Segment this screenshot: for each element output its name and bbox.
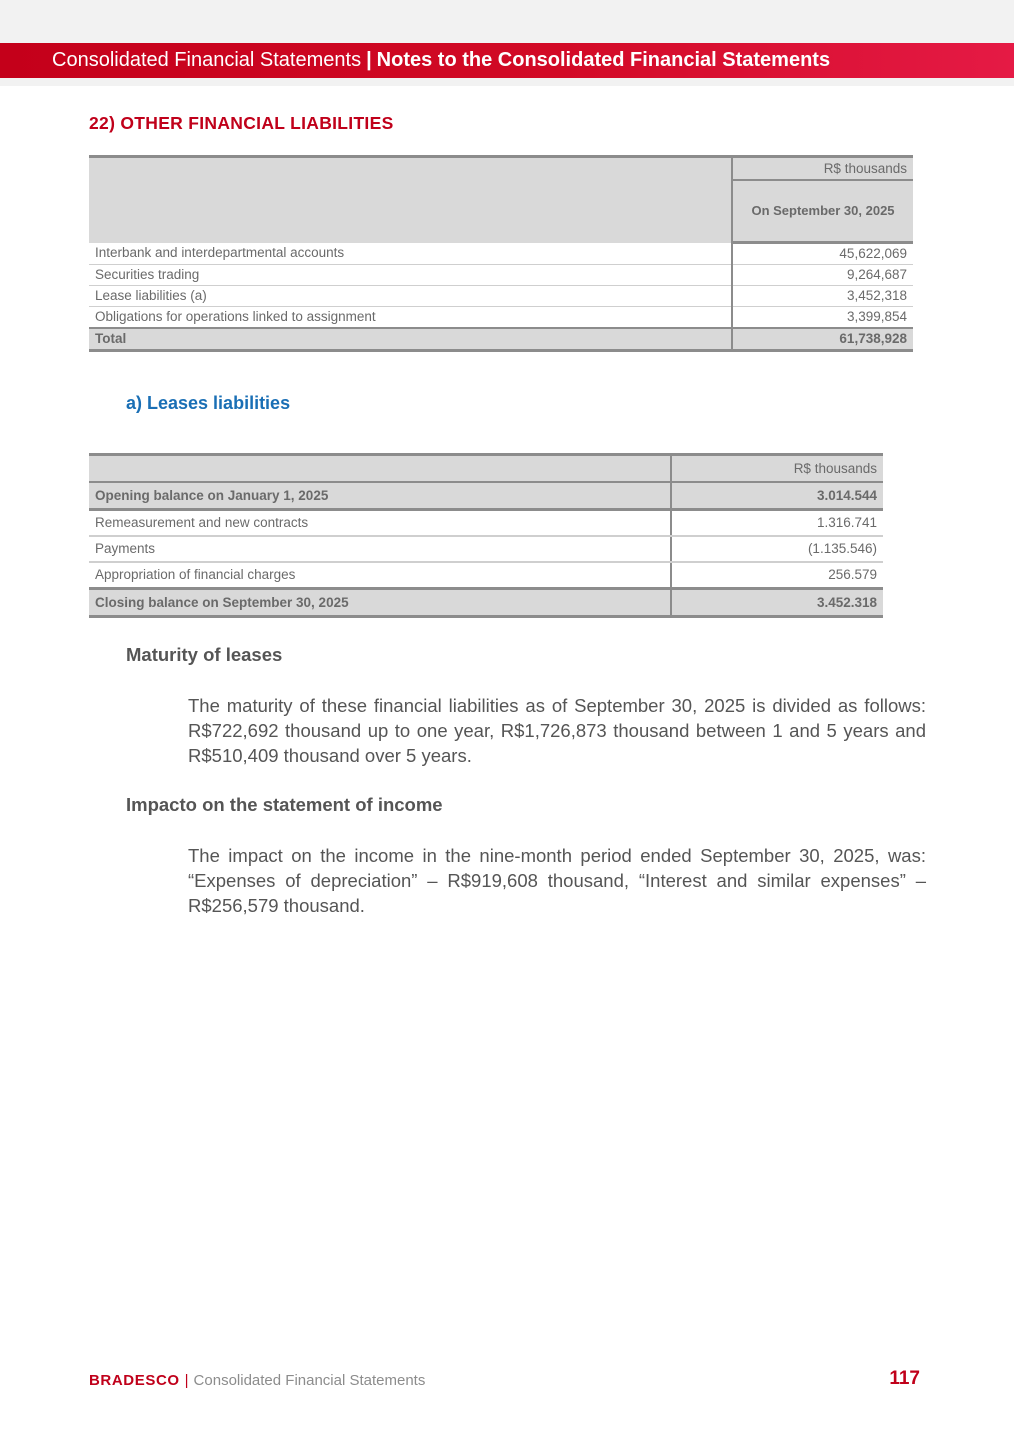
header-underline [0,78,1014,86]
top-margin [0,0,1014,43]
total-label: Total [89,328,732,351]
footer-separator: | [184,1372,189,1389]
row-value: 3.014.544 [671,482,883,510]
total-row [89,328,913,351]
page-number: 117 [889,1368,920,1389]
header-blank-cell [89,455,671,483]
header-separator: | [366,49,372,71]
row-value: 45,622,069 [732,243,913,265]
total-value: 61,738,928 [732,328,913,351]
table-row [89,536,883,562]
impact-heading: Impacto on the statement of income [126,794,443,815]
header-banner [0,43,1014,78]
row-value: 3,399,854 [732,307,913,329]
footer-doc-title: Consolidated Financial Statements [193,1372,426,1389]
maturity-paragraph: The maturity of these financial liabilities as of September 30, 2025 is divided as follows: R$722,692 thousand up to one year, R$1,726,873 thousand between 1 and 5 years and R$510,409 thousand over 5 years. [188,695,926,766]
row-value: 1.316.741 [671,510,883,537]
table-row [89,307,913,329]
leases-subtitle: a) Leases liabilities [126,393,291,413]
row-value: 3,452,318 [732,286,913,307]
table-row [89,265,913,286]
row-value: 256.579 [671,562,883,589]
row-label: Remeasurement and new contracts [89,510,671,537]
row-label: Obligations for operations linked to assignment [89,307,732,329]
table-row [89,286,913,307]
opening-balance-row [89,482,883,510]
row-label: Opening balance on January 1, 2025 [89,482,671,510]
table-row [89,243,913,265]
row-value: 9,264,687 [732,265,913,286]
row-label: Appropriation of financial charges [89,562,671,589]
unit-label: R$ thousands [732,157,913,181]
table-row [89,562,883,589]
header-doc-title: Consolidated Financial Statements [52,49,362,71]
row-value: 3.452.318 [671,589,883,617]
table-row [89,510,883,537]
lease-liabilities-table [89,453,883,618]
row-label: Interbank and interdepartmental accounts [89,243,732,265]
footer [89,1372,425,1389]
row-label: Closing balance on September 30, 2025 [89,589,671,617]
maturity-heading: Maturity of leases [126,644,283,665]
row-label: Securities trading [89,265,732,286]
table-header-row [89,157,913,181]
other-financial-liabilities-table [89,155,913,352]
unit-label: R$ thousands [671,455,883,483]
column-header: On September 30, 2025 [732,180,913,243]
section-title: 22) OTHER FINANCIAL LIABILITIES [89,113,394,133]
row-label: Payments [89,536,671,562]
header-section-title: Notes to the Consolidated Financial Statements [376,49,831,71]
header-blank-cell [89,157,732,243]
impact-paragraph: The impact on the income in the nine-month period ended September 30, 2025, was: “Expenses of depreciation” – R$919,608 thousand, “Interest and similar expenses” – R$256,579 thousand. [188,845,926,916]
row-value: (1.135.546) [671,536,883,562]
row-label: Lease liabilities (a) [89,286,732,307]
footer-brand: BRADESCO [89,1372,180,1389]
table-header-row [89,455,883,483]
closing-balance-row [89,589,883,617]
